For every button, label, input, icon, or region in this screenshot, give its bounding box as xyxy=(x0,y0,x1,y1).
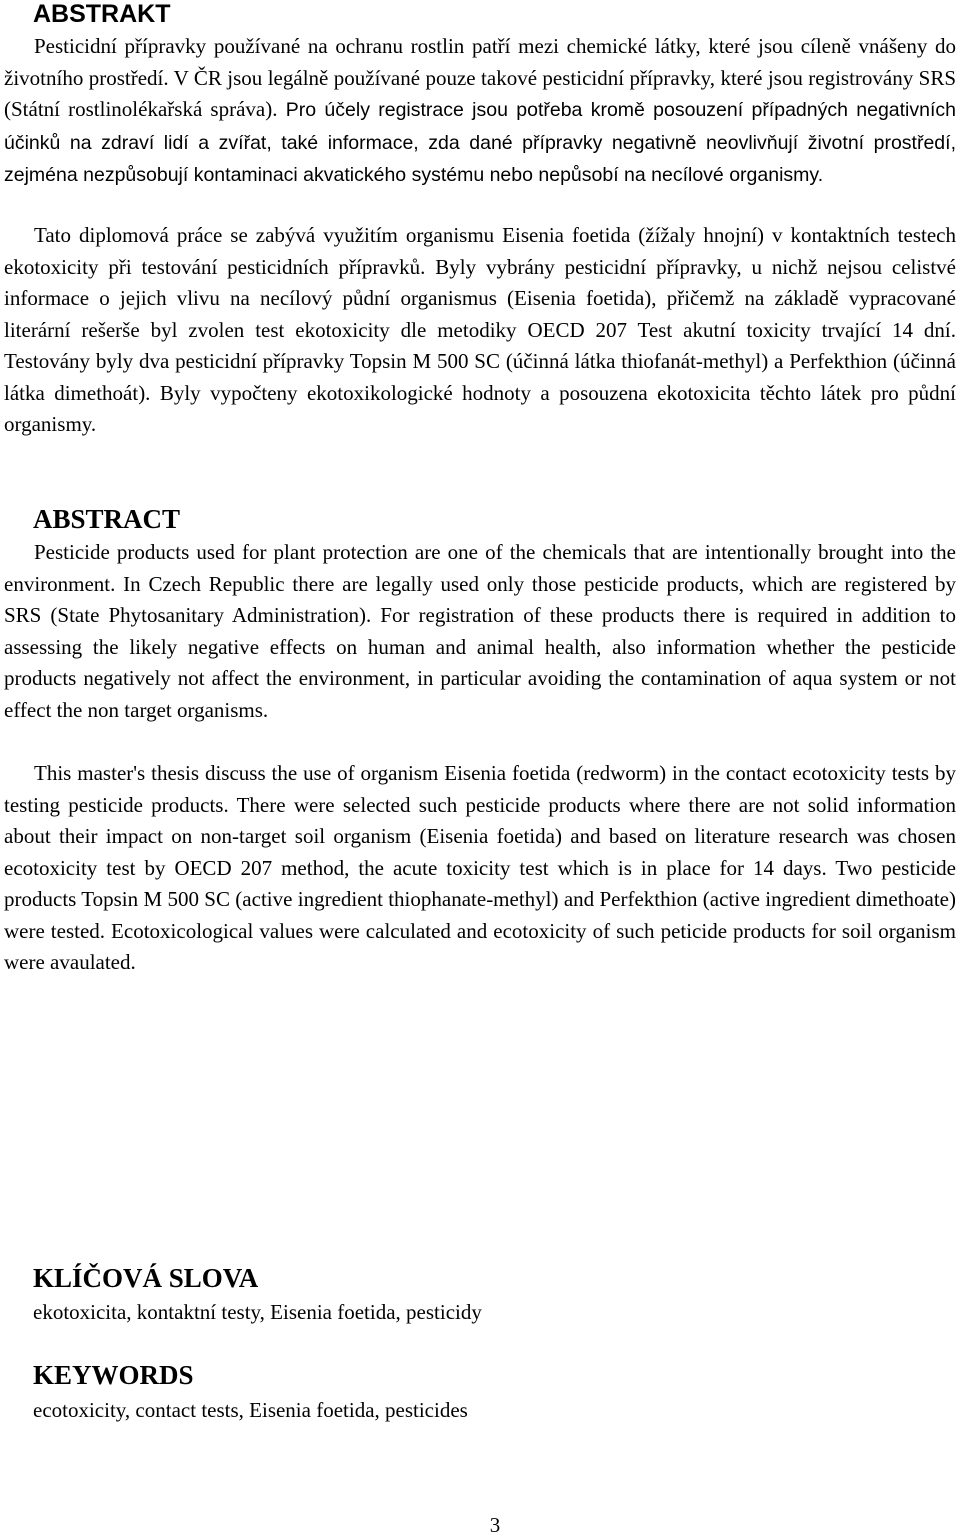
abstrakt-p1-serif-text: Pesticidní přípravky používané na ochranu rostlin patří mezi chemické látky, které jsou cíleně vnášeny do životního prostředí. V ČR jsou legálně používané pouze takové pesticidní přípravky, které jsou registrovány SRS (Státní rostlinolékařská správa). xyxy=(4,34,956,121)
page-number: 3 xyxy=(489,1513,501,1537)
abstrakt-paragraph-2: Tato diplomová práce se zabývá využitím organismu Eisenia foetida (žížaly hnojní) v kontaktních testech ekotoxicity při testování pesticidních přípravků. Byly vybrány pesticidní přípravky, u nichž nejsou celistvé informace o jejich vlivu na necílový půdní organismus (Eisenia foetida), přičemž na základě vypracované literární rešerše byl zvolen test ekotoxicity dle metodiky OECD 207 Test akutní toxicity trvající 14 dní. Testovány byly dva pesticidní přípravky Topsin M 500 SC (účinná látka thiofanát-methyl) a Perfekthion (účinná látka dimethoát). Byly vypočteny ekotoxikologické hodnoty a posouzena ekotoxicita těchto látek pro půdní organismy. xyxy=(4,223,956,436)
klicova-slova-heading: KLÍČOVÁ SLOVA xyxy=(33,1263,259,1293)
abstrakt-heading: ABSTRAKT xyxy=(33,0,171,28)
keywords-text: ecotoxicity, contact tests, Eisenia foetida, pesticides xyxy=(33,1398,468,1422)
abstrakt-p1-sans-text: Pro účely registrace jsou potřeba kromě posouzení případných negativních účinků na zdraví lidí a zvířat, také informace, zda dané přípravky negativně neovlivňují životní prostředí, zejména nezpůsobují kontaminaci akvatického systému nebo nepůsobí na necílové organismy. xyxy=(4,99,956,186)
keywords-heading: KEYWORDS xyxy=(33,1360,194,1390)
abstrakt-paragraph-1 xyxy=(4,31,956,192)
abstract-paragraph-2: This master's thesis discuss the use of organism Eisenia foetida (redworm) in the contact ecotoxicity tests by testing pesticide products. There were selected such pesticide products where there are not solid information about their impact on non-target soil organism (Eisenia foetida) and based on literature research was chosen ecotoxicity test by OECD 207 method, the acute toxicity test which is in place for 14 days. Two pesticide products Topsin M 500 SC (active ingredient thiophanate-methyl) and Perfekthion (active ingredient dimethoate) were tested. Ecotoxicological values were calculated and ecotoxicity of such peticide products for soil organism were avaulated. xyxy=(4,761,956,974)
klicova-slova-text: ekotoxicita, kontaktní testy, Eisenia foetida, pesticidy xyxy=(33,1300,482,1324)
abstract-heading: ABSTRACT xyxy=(33,504,181,534)
abstract-paragraph-1: Pesticide products used for plant protection are one of the chemicals that are intentionally brought into the environment. In Czech Republic there are legally used only those pesticide products, which are registered by SRS (State Phytosanitary Administration). For registration of these products there is required in addition to assessing the likely negative effects on human and animal health, also information whether the pesticide products negatively not affect the environment, in particular avoiding the contamination of aqua system or not effect the non target organisms. xyxy=(4,540,956,722)
